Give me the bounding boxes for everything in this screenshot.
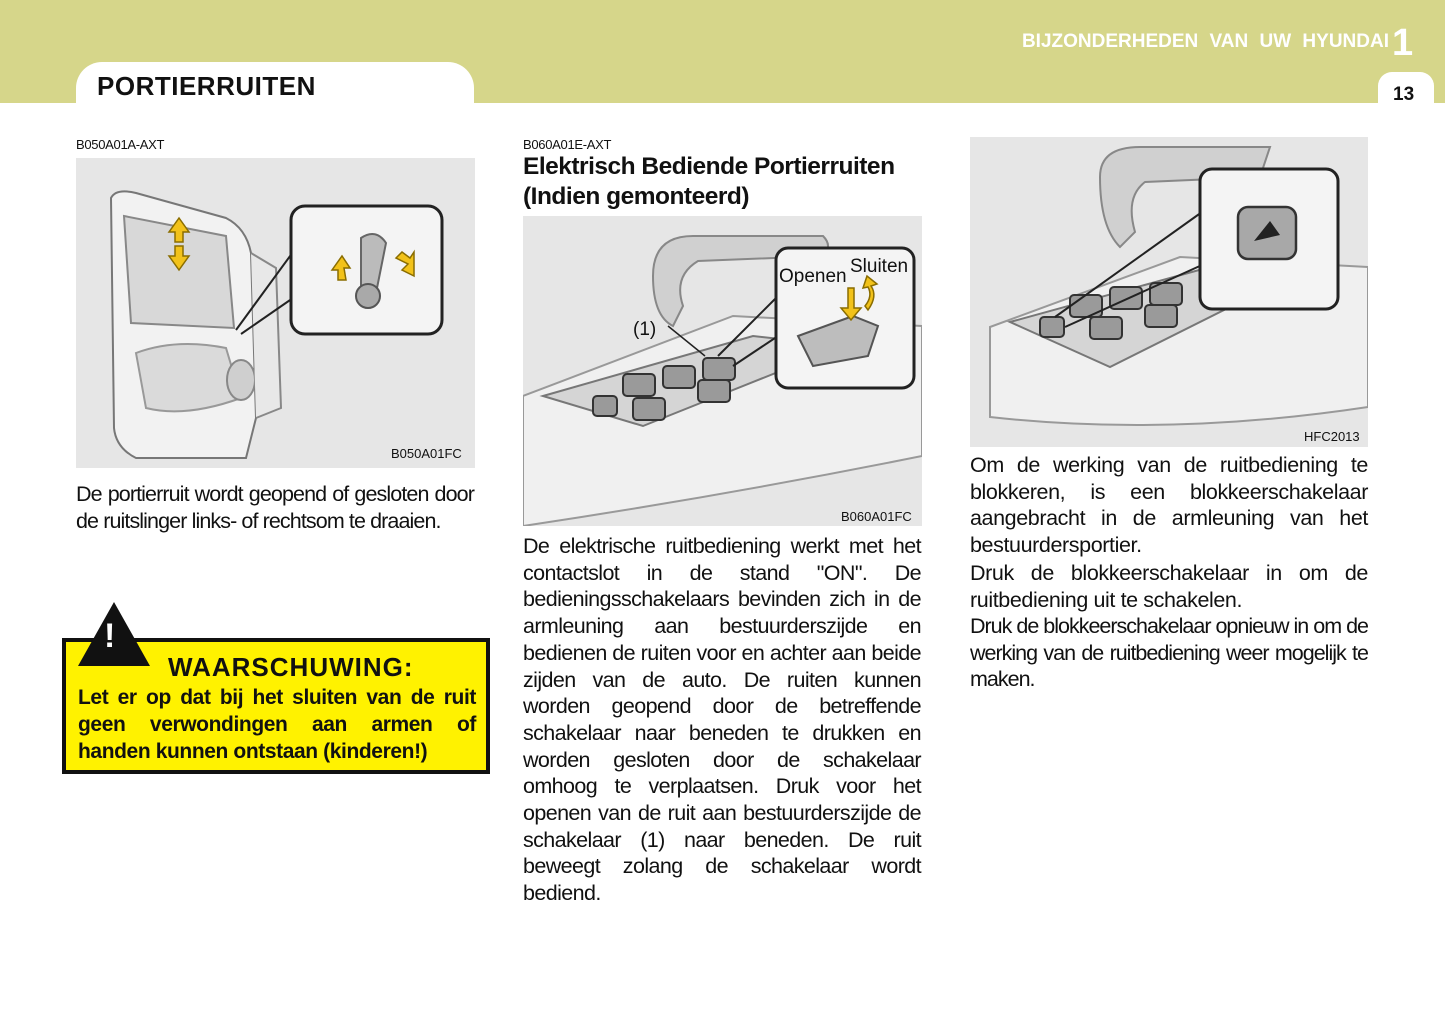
crank-window-figure: [76, 158, 475, 468]
chapter-title: BIJZONDERHEDEN VAN UW HYUNDAI: [1021, 31, 1389, 52]
lock-switch-figure: [970, 137, 1368, 447]
middle-title-line2: (Indien gemonteerd): [523, 183, 749, 210]
label-sluiten: Sluiten: [850, 256, 909, 277]
crank-figure-code: B050A01FC: [391, 446, 462, 461]
middle-section-code: B060A01E-AXT: [523, 137, 612, 152]
left-section-code: B050A01A-AXT: [76, 137, 165, 152]
middle-title-line1: Elektrisch Bediende Portierruiten: [523, 153, 895, 180]
warning-exclamation: !: [104, 617, 116, 655]
crank-instructions: De portierruit wordt geopend of gesloten door de ruitslinger links- of rechtsom te draaien.: [76, 482, 474, 533]
warning-text: Let er op dat bij het sluiten van de ruit geen verwondingen aan armen of handen kunnen ontstaan (kinderen!): [78, 686, 476, 763]
lock-switch-text-2: Druk de blokkeerschakelaar in om de ruitbediening uit te schakelen.: [970, 561, 1368, 612]
car-door-illustration: [76, 158, 475, 468]
label-switch-ref: (1): [633, 319, 657, 340]
power-window-figure-code: B060A01FC: [841, 509, 912, 524]
power-window-figure: [523, 216, 922, 526]
page-number: 13: [1393, 84, 1415, 105]
label-openen: Openen: [779, 266, 847, 287]
chapter-number: 1: [1392, 22, 1414, 64]
power-window-instructions: De elektrische ruitbediening werkt met het contactslot in de stand "ON". De bedieningsschakelaars bevinden zich in de armleuning aan bestuurderszijde en bedienen de ruiten voor en achter aan beide zijden van de auto. De ruiten kunnen worden geopend door de betreffende schakelaar naar beneden te drukken en worden gesloten door de schakelaar omhoog te verplaatsen. Druk voor het openen van de ruit aan bestuurderszijde de schakelaar (1) naar beneden. De ruit beweegt zolang de schakelaar wordt bediend.: [523, 534, 921, 906]
lock-switch-figure-code: HFC2013: [1304, 429, 1360, 444]
lock-switch-text-3: Druk de blokkeerschakelaar opnieuw in om de werking van de ruitbediening weer mogelijk te maken.: [970, 614, 1368, 692]
lock-switch-text-1: Om de werking van de ruitbediening te blokkeren, is een blokkeerschakelaar aangebracht in de armleuning van het bestuurdersportier.: [970, 453, 1368, 558]
lock-switch-illustration: [970, 137, 1368, 447]
warning-title: WAARSCHUWING:: [168, 652, 414, 682]
section-title: PORTIERRUITEN: [97, 71, 316, 101]
